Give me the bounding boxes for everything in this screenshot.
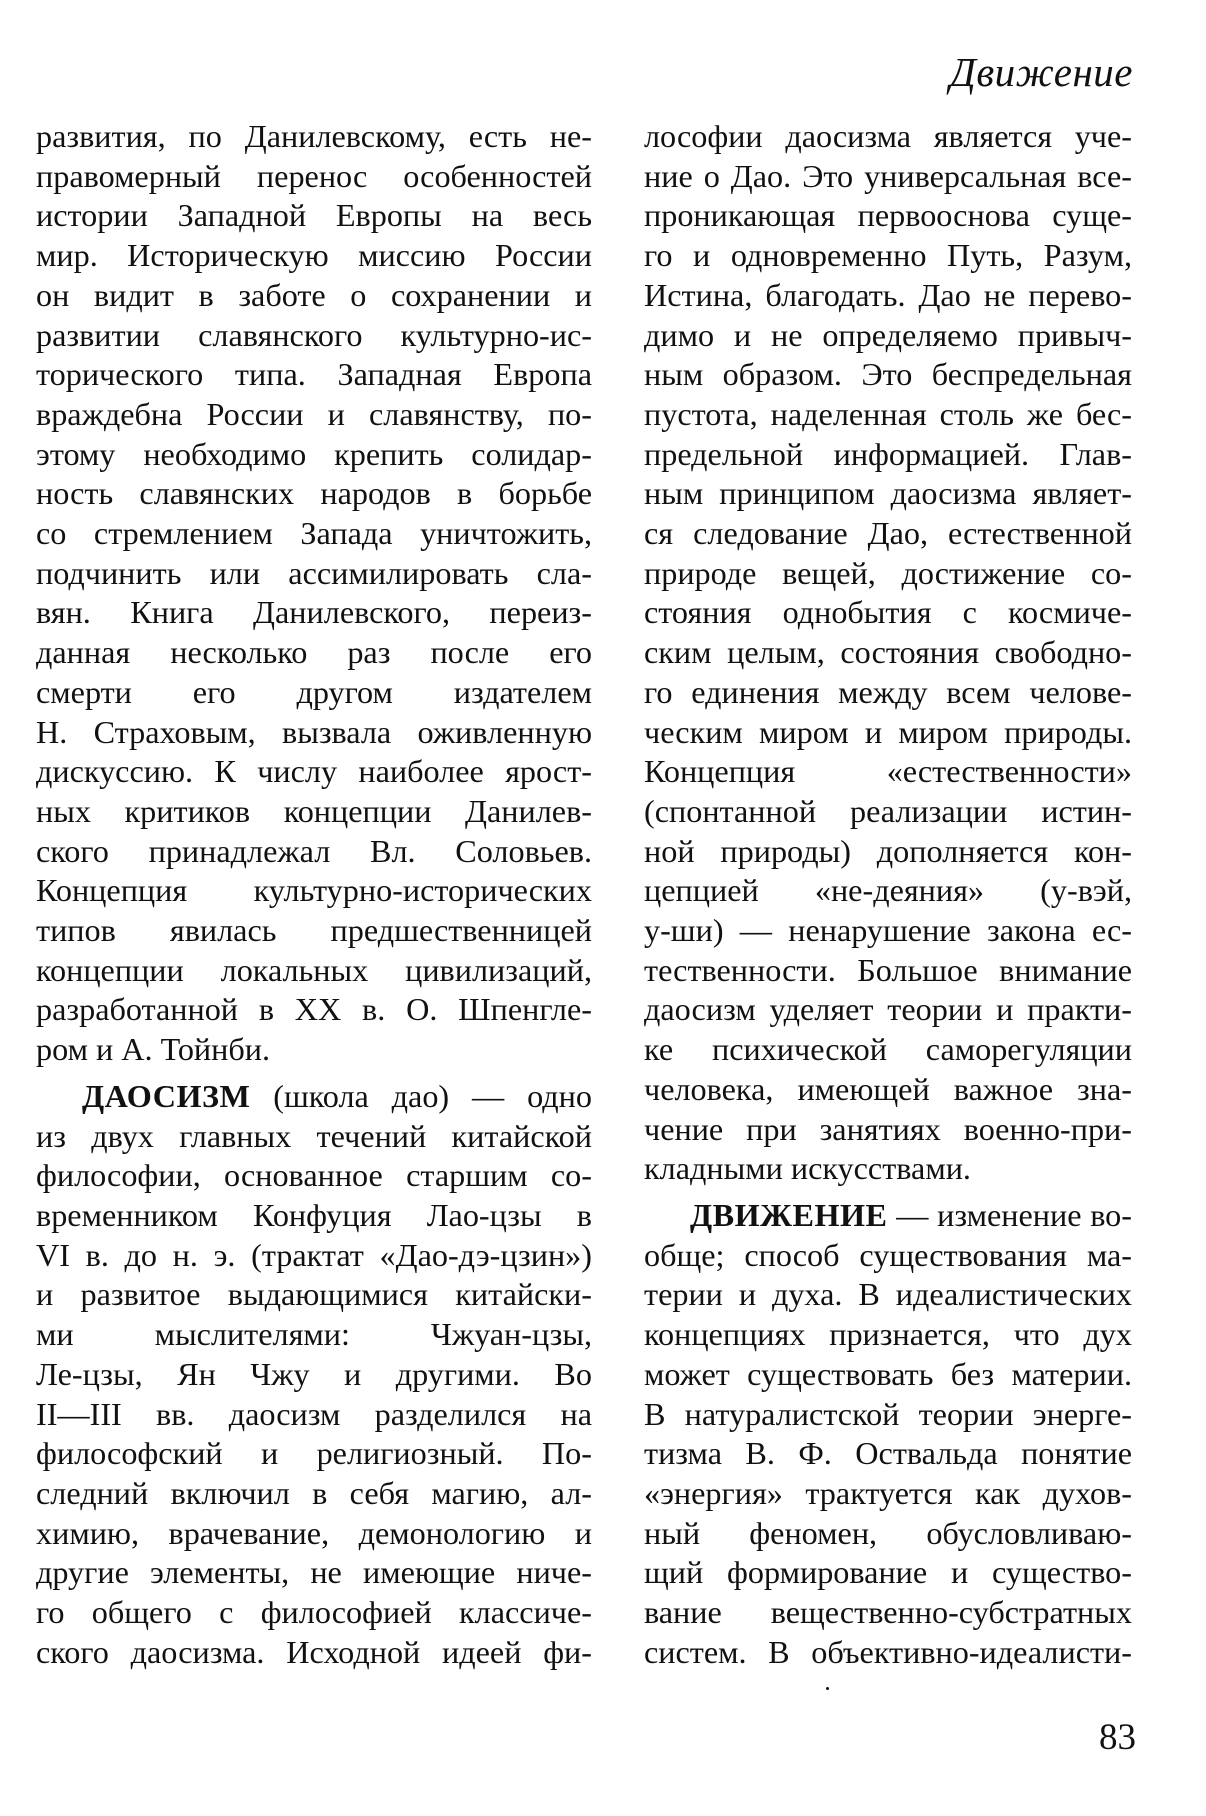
text-line: го общего с философией классиче- — [36, 1594, 592, 1631]
text-line: ние о Дао. Это универсальная все- — [644, 157, 1132, 194]
entry-term-daosism: ДАОСИЗМ — [82, 1077, 251, 1114]
right-column — [644, 117, 1132, 1672]
text-line: ся следование Дао, естественной — [644, 515, 1132, 552]
entry-heading-line — [36, 1077, 592, 1117]
text-line: чение при занятиях военно-при- — [644, 1110, 1132, 1147]
text-line: тизма В. Ф. Оствальда понятие — [644, 1435, 1132, 1472]
text-line: дискуссию. К числу наиболее ярост- — [36, 753, 592, 790]
text-line: следний включил в себя магию, ал- — [36, 1474, 592, 1511]
text-line: систем. В объективно-идеалисти- — [644, 1633, 1132, 1670]
text-line: ческим миром и миром природы. — [644, 713, 1132, 750]
text-line: обще; способ существования ма- — [644, 1236, 1132, 1273]
text-line: терии и духа. В идеалистических — [644, 1276, 1132, 1313]
text-line: смерти его другом издателем — [36, 673, 592, 710]
text-line: VI в. до н. э. (трактат «Дао-дэ-цзин») — [36, 1236, 592, 1273]
text-line: «энергия» трактуется как духов- — [644, 1474, 1132, 1511]
text-line: философии, основанное старшим со- — [36, 1157, 592, 1194]
text-line: Ле-цзы, Ян Чжу и другими. Во — [36, 1355, 592, 1392]
text-line: концепциях признается, что дух — [644, 1316, 1132, 1353]
text-line: Н. Страховым, вызвала оживленную — [36, 713, 592, 750]
text-line: типов явилась предшественницей — [36, 912, 592, 949]
text-line: подчинить или ассимилировать сла- — [36, 554, 592, 591]
text-line: ским целым, состояния свободно- — [644, 634, 1132, 671]
text-line: правомерный перенос особенностей — [36, 157, 592, 194]
text-line: торического типа. Западная Европа — [36, 356, 592, 393]
text-line: кладными искусствами. — [644, 1150, 971, 1187]
text-line: ным образом. Это беспредельная — [644, 356, 1132, 393]
text-line: Концепция культурно-исторических — [36, 872, 592, 909]
text-line: из двух главных течений китайской — [36, 1117, 592, 1154]
text-line: стояния однобытия с космиче- — [644, 594, 1132, 631]
text-line: развития, по Данилевскому, есть не- — [36, 118, 592, 154]
text-line: Истина, благодать. Дао не перево- — [644, 276, 1132, 313]
running-head: Движение — [949, 49, 1133, 95]
text-line: проникающая первооснова суще- — [644, 197, 1132, 234]
text-line: природе вещей, достижение со- — [644, 554, 1132, 591]
text-line: предельной информацией. Глав- — [644, 435, 1132, 472]
text-line: враждебна России и славянству, по- — [36, 395, 592, 432]
text-line: го и одновременно Путь, Разум, — [644, 237, 1132, 274]
left-column — [36, 117, 592, 1672]
text-line: химию, врачевание, демонологию и — [36, 1514, 592, 1551]
text-line: (спонтанной реализации истин- — [644, 792, 1132, 829]
text-line: вян. Книга Данилевского, переиз- — [36, 594, 592, 631]
text-line: щий формирование и существо- — [644, 1554, 1132, 1591]
text-line: со стремлением Запада уничтожить, — [36, 515, 592, 552]
text-line: ке психической саморегуляции — [644, 1031, 1132, 1068]
text-line: развитии славянского культурно-ис- — [36, 316, 592, 353]
entry-heading-line — [644, 1196, 1132, 1236]
text-line: лософии даосизма является уче- — [644, 118, 1132, 154]
text-line: го единения между всем челове- — [644, 673, 1132, 710]
text-line: ми мыслителями: Чжуан-цзы, — [36, 1316, 592, 1353]
text-line: димо и не определяемо привыч- — [644, 316, 1132, 353]
entry-heading-rest: (школа дао) — одно — [250, 1077, 592, 1114]
entry-heading-rest: — изменение во- — [887, 1196, 1132, 1233]
text-line: мир. Историческую миссию России — [36, 237, 592, 274]
text-line: он видит в заботе о сохранении и — [36, 276, 592, 313]
text-line: философский и религиозный. По- — [36, 1435, 592, 1472]
text-line: другие элементы, не имеющие ниче- — [36, 1554, 592, 1591]
text-line: Концепция «естественности» — [644, 753, 1132, 790]
text-line: тественности. Большое внимание — [644, 951, 1132, 988]
text-line: ность славянских народов в борьбе — [36, 475, 592, 512]
text-line: ный феномен, обусловливаю- — [644, 1514, 1132, 1551]
text-line: этому необходимо крепить солидар- — [36, 435, 592, 472]
text-line: концепции локальных цивилизаций, — [36, 951, 592, 988]
text-line: временником Конфуция Лао-цзы в — [36, 1196, 592, 1233]
text-line: ского принадлежал Вл. Соловьев. — [36, 832, 592, 869]
text-line: ным принципом даосизма являет- — [644, 475, 1132, 512]
text-line: и развитое выдающимися китайски- — [36, 1276, 592, 1313]
text-line: может существовать без материи. — [644, 1355, 1132, 1392]
text-line: цепцией «не-деяния» (у-вэй, — [644, 872, 1132, 909]
text-line: ского даосизма. Исходной идеей фи- — [36, 1633, 592, 1670]
text-line: пустота, наделенная столь же бес- — [644, 395, 1132, 432]
text-line: у-ши) — ненарушение закона ес- — [644, 912, 1132, 949]
text-line: В натуралистской теории энерге- — [644, 1395, 1132, 1432]
text-line: ром и А. Тойнби. — [36, 1031, 271, 1068]
entry-term-dvizhenie: ДВИЖЕНИЕ — [690, 1196, 888, 1233]
text-line: II—III вв. даосизм разделился на — [36, 1395, 592, 1432]
text-line: ной природы) дополняется кон- — [644, 832, 1132, 869]
page-number: 83 — [1099, 1717, 1136, 1758]
text-line: человека, имеющей важное зна- — [644, 1070, 1132, 1107]
text-line: истории Западной Европы на весь — [36, 197, 592, 234]
print-speck — [826, 1687, 829, 1690]
text-line: разработанной в XX в. О. Шпенгле- — [36, 991, 592, 1028]
text-line: даосизм уделяет теории и практи- — [644, 991, 1132, 1028]
text-line: данная несколько раз после его — [36, 634, 592, 671]
text-line: вание вещественно-субстратных — [644, 1594, 1132, 1631]
text-line: ных критиков концепции Данилев- — [36, 792, 592, 829]
